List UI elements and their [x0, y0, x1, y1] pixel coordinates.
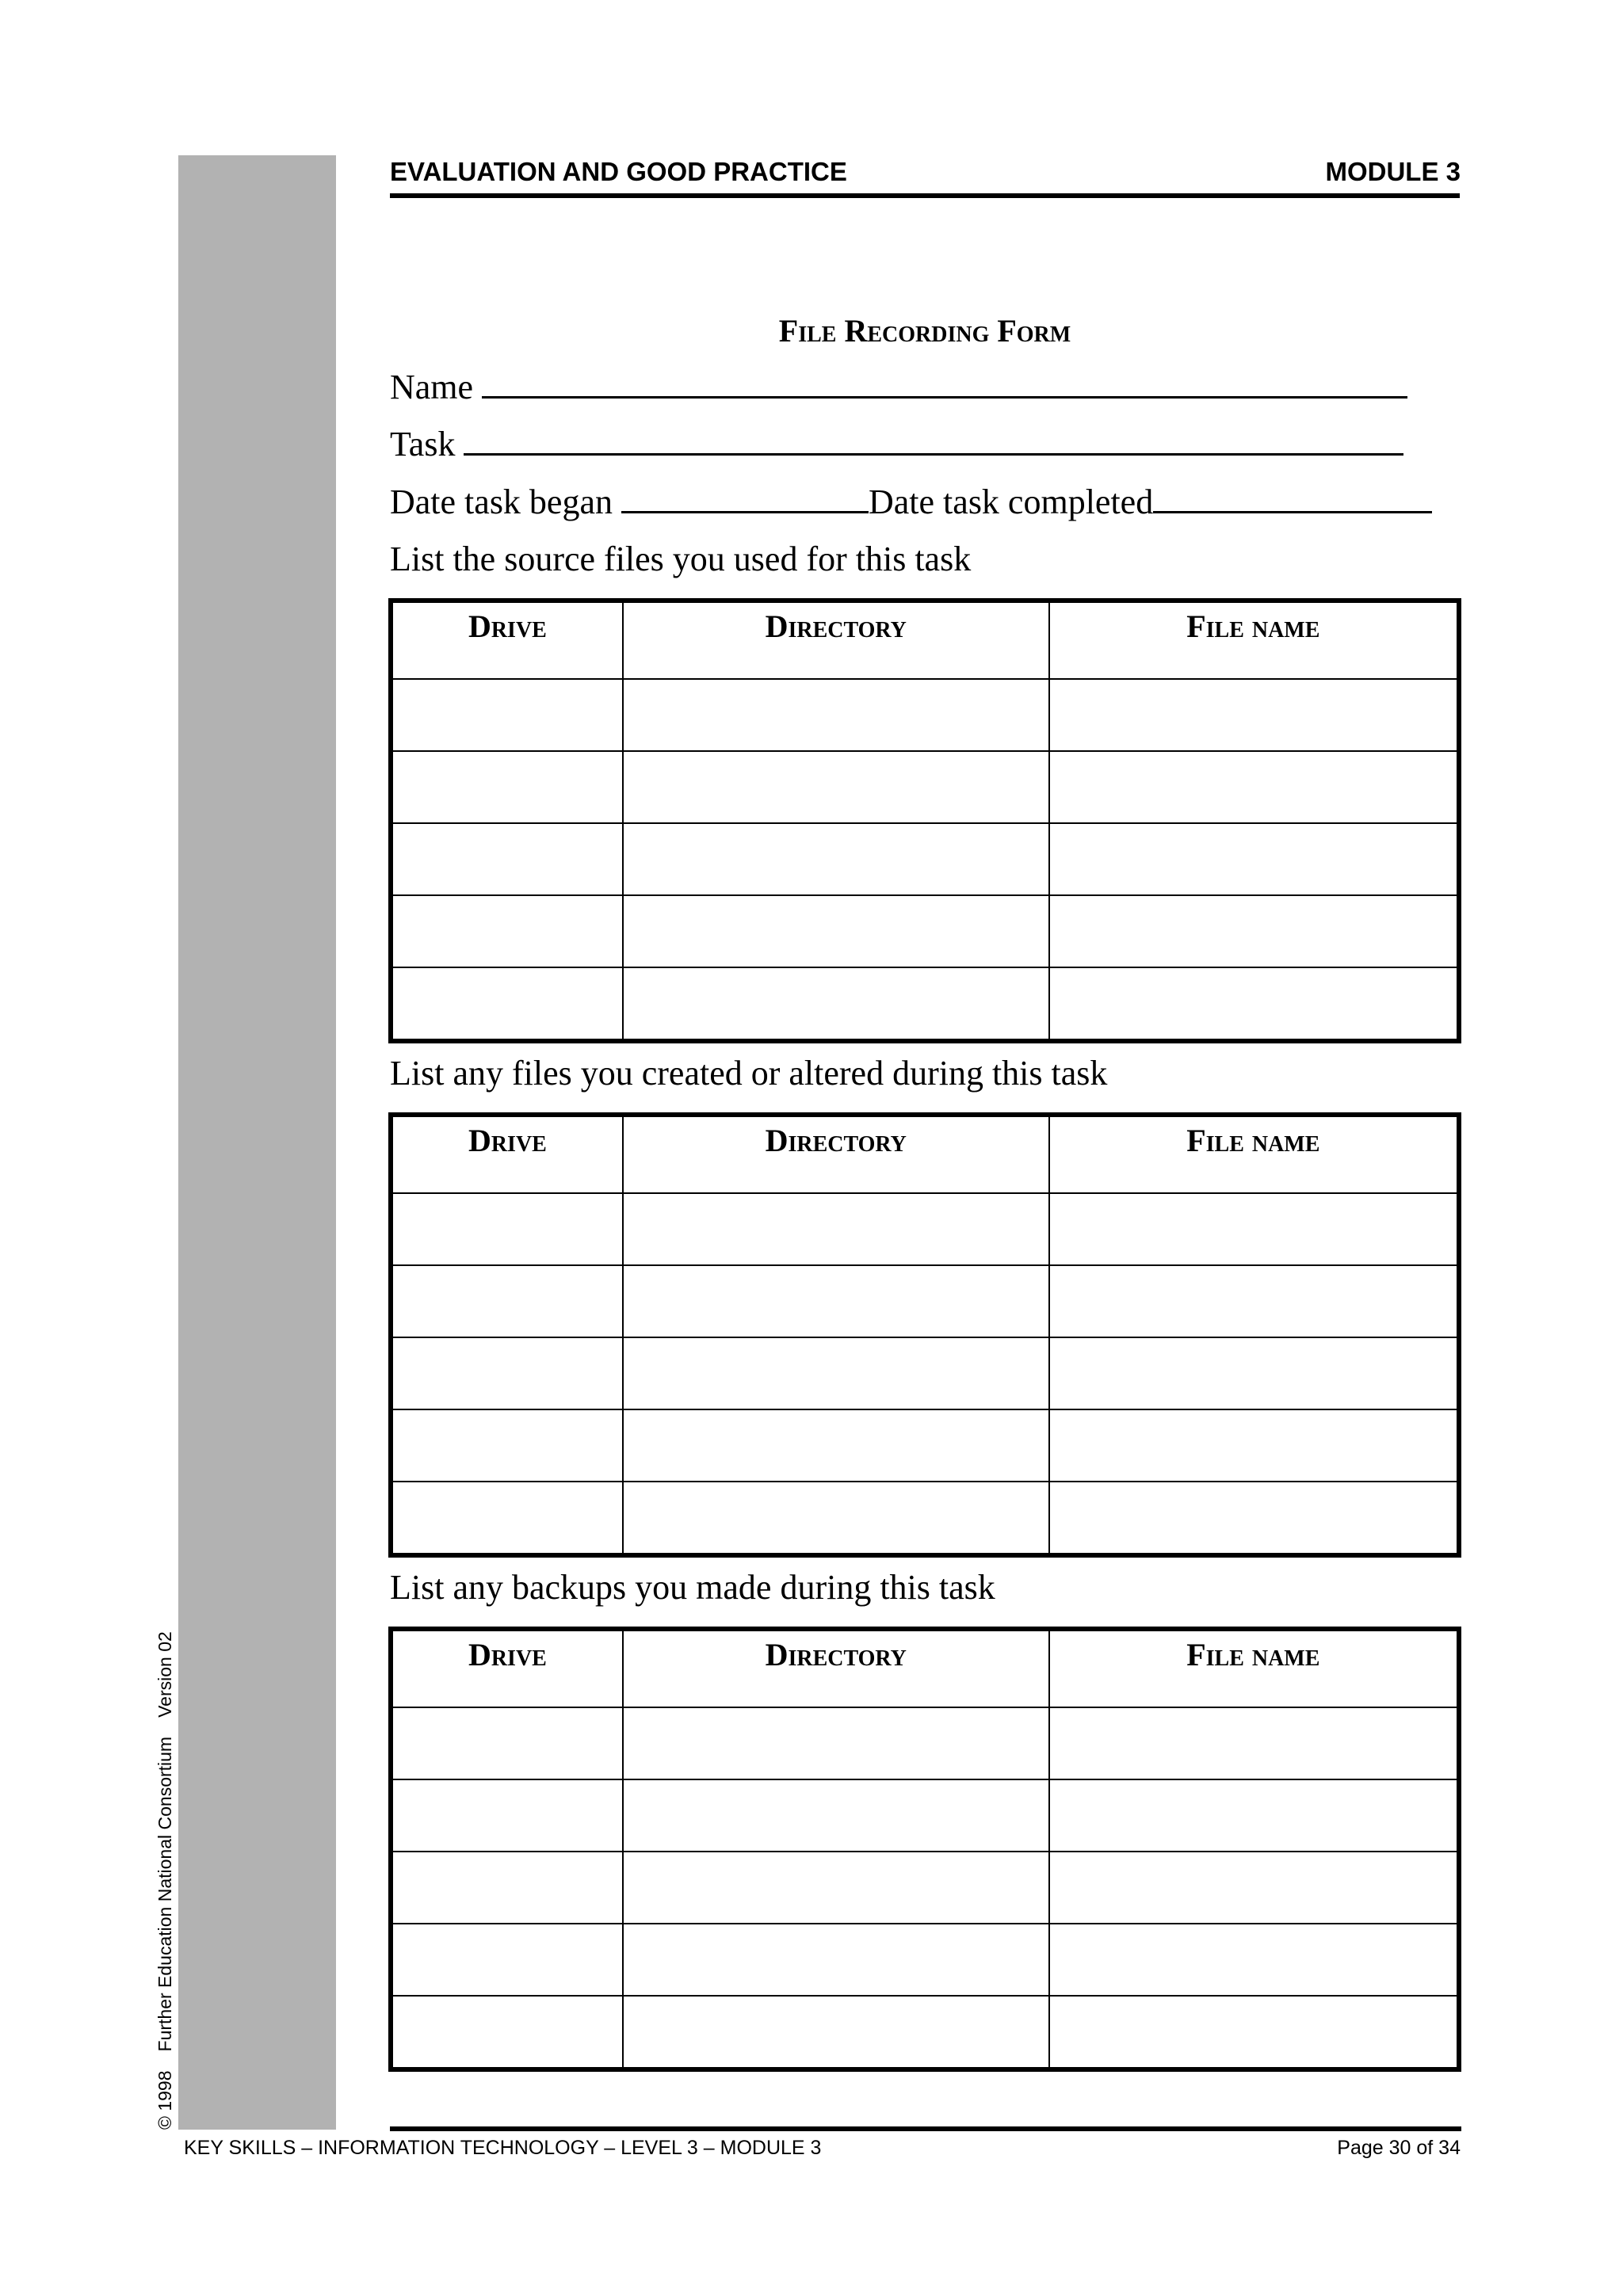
table-cell[interactable] — [623, 1924, 1049, 1996]
table-cell[interactable] — [1049, 1707, 1459, 1779]
column-header-file-name: File name — [1049, 601, 1459, 679]
table-cell[interactable] — [391, 1779, 623, 1852]
table-cell[interactable] — [391, 751, 623, 823]
section-caption-source: List the source files you used for this task — [390, 540, 972, 578]
copyright-year: © 1998 — [155, 2070, 175, 2130]
table-cell[interactable] — [391, 1193, 623, 1265]
table-cell[interactable] — [391, 1996, 623, 2069]
column-header-drive: Drive — [391, 1629, 623, 1707]
table-cell[interactable] — [1049, 1482, 1459, 1555]
copyright-notice — [155, 1612, 176, 2130]
table-row — [391, 967, 1459, 1041]
table-cell[interactable] — [1049, 1409, 1459, 1482]
date-completed-blank[interactable] — [1153, 481, 1432, 513]
table-cell[interactable] — [623, 1779, 1049, 1852]
task-blank[interactable] — [464, 423, 1403, 456]
table-cell[interactable] — [391, 823, 623, 895]
column-header-file-name: File name — [1049, 1629, 1459, 1707]
backup-files-table — [388, 1627, 1461, 2072]
table-cell[interactable] — [391, 1707, 623, 1779]
table-cell[interactable] — [623, 751, 1049, 823]
date-began-blank[interactable] — [621, 481, 869, 513]
header-title: EVALUATION AND GOOD PRACTICE — [390, 157, 847, 186]
table-cell[interactable] — [623, 1265, 1049, 1337]
column-header-directory: Directory — [623, 1629, 1049, 1707]
table-cell[interactable] — [391, 679, 623, 751]
table-cell[interactable] — [391, 1852, 623, 1924]
header-module: MODULE 3 — [1325, 157, 1461, 186]
date-completed-label: Date task completed — [869, 482, 1154, 521]
table-cell[interactable] — [391, 967, 623, 1041]
table-cell[interactable] — [1049, 1265, 1459, 1337]
table-cell[interactable] — [623, 1707, 1049, 1779]
table-row — [391, 1996, 1459, 2069]
table-cell[interactable] — [1049, 1924, 1459, 1996]
table-cell[interactable] — [391, 895, 623, 967]
footer-course: KEY SKILLS – INFORMATION TECHNOLOGY – LEVEL 3 – MODULE 3 — [184, 2137, 822, 2159]
table-cell[interactable] — [623, 823, 1049, 895]
table-row — [391, 1265, 1459, 1337]
table-cell[interactable] — [391, 1409, 623, 1482]
table-row — [391, 1707, 1459, 1779]
name-label: Name — [390, 368, 474, 406]
table-cell[interactable] — [1049, 823, 1459, 895]
table-cell[interactable] — [391, 1337, 623, 1409]
table-cell[interactable] — [391, 1482, 623, 1555]
table-cell[interactable] — [1049, 1852, 1459, 1924]
table-cell[interactable] — [1049, 1337, 1459, 1409]
date-field-row — [390, 481, 1432, 522]
column-header-drive: Drive — [391, 601, 623, 679]
table-row — [391, 1852, 1459, 1924]
table-cell[interactable] — [623, 1193, 1049, 1265]
table-cell[interactable] — [391, 1924, 623, 1996]
table-cell[interactable] — [1049, 1779, 1459, 1852]
table-row — [391, 1482, 1459, 1555]
table-row — [391, 679, 1459, 751]
copyright-version: Version 02 — [155, 1631, 175, 1718]
header-rule — [390, 193, 1460, 198]
page-number: Page 30 of 34 — [1337, 2137, 1461, 2159]
table-cell[interactable] — [623, 895, 1049, 967]
table-row — [391, 895, 1459, 967]
table-cell[interactable] — [1049, 967, 1459, 1041]
name-blank[interactable] — [482, 366, 1407, 399]
table-cell[interactable] — [623, 1482, 1049, 1555]
margin-bar — [178, 155, 336, 2130]
column-header-drive: Drive — [391, 1115, 623, 1193]
created-files-table — [388, 1112, 1461, 1558]
name-field-row — [390, 366, 1407, 407]
table-row — [391, 751, 1459, 823]
table-cell[interactable] — [1049, 751, 1459, 823]
date-began-label: Date task began — [390, 482, 613, 521]
table-cell[interactable] — [623, 967, 1049, 1041]
column-header-directory: Directory — [623, 1115, 1049, 1193]
table-cell[interactable] — [1049, 1996, 1459, 2069]
table-cell[interactable] — [1049, 1193, 1459, 1265]
column-header-file-name: File name — [1049, 1115, 1459, 1193]
table-cell[interactable] — [623, 1337, 1049, 1409]
table-row — [391, 1779, 1459, 1852]
table-row — [391, 823, 1459, 895]
table-cell[interactable] — [391, 1265, 623, 1337]
footer-rule — [390, 2126, 1461, 2131]
table-row — [391, 1337, 1459, 1409]
table-cell[interactable] — [623, 1409, 1049, 1482]
table-cell[interactable] — [623, 1996, 1049, 2069]
column-header-directory: Directory — [623, 601, 1049, 679]
table-cell[interactable] — [1049, 679, 1459, 751]
task-field-row — [390, 423, 1403, 464]
table-row — [391, 1409, 1459, 1482]
copyright-org: Further Education National Consortium — [155, 1736, 175, 2052]
form-title: File Recording Form — [778, 313, 1071, 349]
table-cell[interactable] — [623, 679, 1049, 751]
source-files-table — [388, 598, 1461, 1043]
section-caption-created: List any files you created or altered during this task — [390, 1054, 1108, 1093]
table-row — [391, 1924, 1459, 1996]
table-cell[interactable] — [623, 1852, 1049, 1924]
section-caption-backups: List any backups you made during this task — [390, 1568, 995, 1607]
table-cell[interactable] — [1049, 895, 1459, 967]
table-row — [391, 1193, 1459, 1265]
task-label: Task — [390, 425, 456, 463]
